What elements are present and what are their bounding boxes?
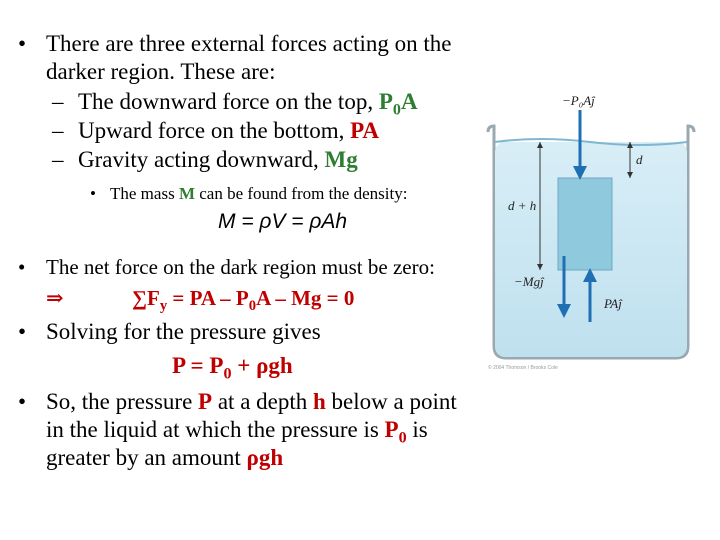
bottom-force-label: PAĵ: [604, 296, 622, 311]
bullet-1-line-1: There are three external forces acting on the: [46, 31, 452, 56]
sub-bullet-3: Gravity acting downward, Mg: [78, 147, 358, 172]
sub-sub-bullet: The mass M can be found from the density:: [110, 184, 408, 203]
dash: –: [52, 118, 64, 143]
bullet-4-line-3: greater by an amount ρgh: [46, 445, 284, 470]
sub-bullet-1: The downward force on the top, $P_0A$: [78, 89, 418, 119]
bullet-dot: •: [18, 389, 27, 414]
bullet-4-line-1: So, the pressure P at a depth h below a point: [46, 389, 457, 414]
bullet-4-line-2: in the liquid at which the pressure is $P_0$ is: [46, 417, 428, 447]
fluid-column-diagram: [480, 90, 700, 372]
implies-symbol: ⇒: [46, 286, 64, 310]
credit-text: © 2004 Thomson / Brooks Cole: [488, 365, 558, 371]
net-force-equation: $\sum F_y$ = PA – $P_0A - Mg = 0$: [132, 286, 355, 315]
dash: –: [52, 147, 64, 172]
bullet-dot: •: [18, 31, 27, 56]
pressure-equation: $P = P_0 + \rho gh$: [172, 353, 293, 383]
bullet-1-line-2: darker region. These are:: [46, 59, 276, 84]
sub-bullet-2: Upward force on the bottom, PA: [78, 118, 380, 143]
bullet-dot: •: [18, 319, 27, 344]
mass-equation: M = ρV = ρAh: [218, 210, 348, 233]
top-force-label: −P₀Aĵ: [562, 93, 595, 108]
fluid-block: [558, 178, 612, 270]
bullet-3-text: Solving for the pressure gives: [46, 319, 321, 344]
depth-d-label: d: [636, 152, 643, 167]
depth-dh-label: d + h: [508, 198, 537, 213]
bullet-dot: •: [18, 255, 26, 279]
bullet-2-text: The net force on the dark region must be zero:: [46, 255, 435, 279]
gravity-label: −Mgĵ: [514, 274, 544, 289]
bullet-dot: •: [90, 184, 96, 203]
dash: –: [52, 89, 64, 114]
